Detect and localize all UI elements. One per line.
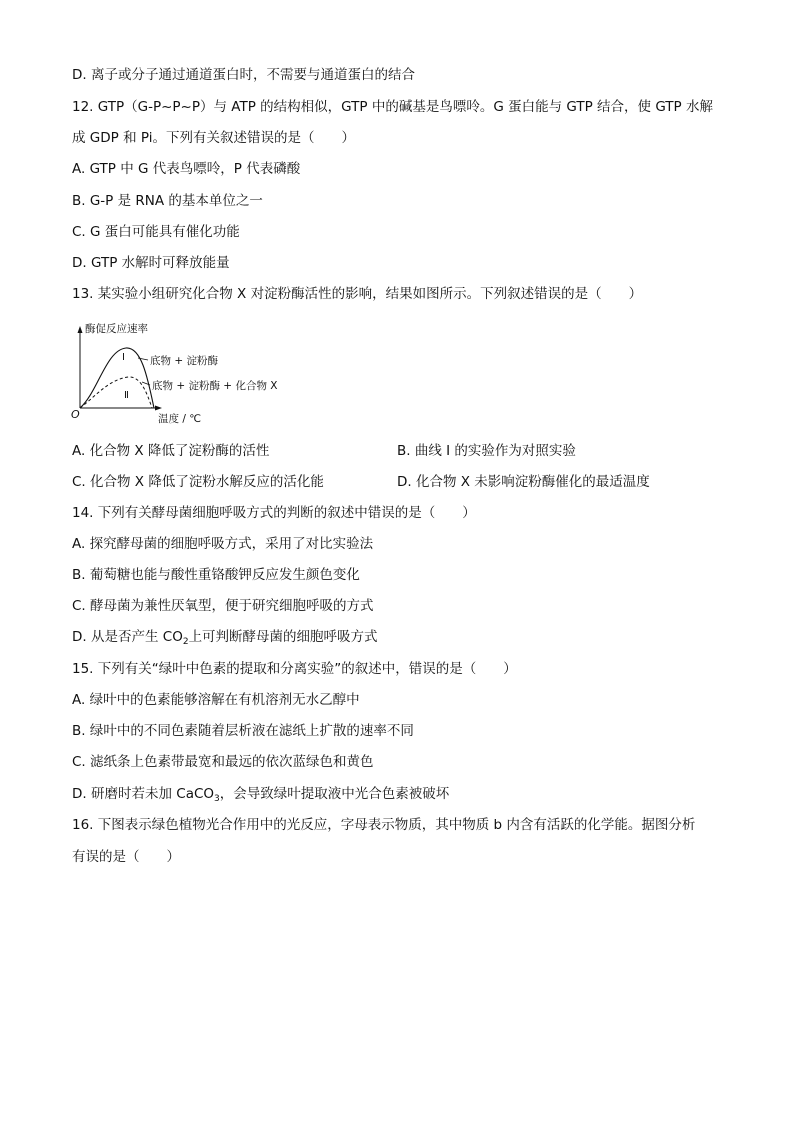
curve-1-label: 底物 + 淀粉酶 bbox=[150, 355, 218, 367]
q12-option-a: A. GTP 中 G 代表鸟嘌呤，P 代表磷酸 bbox=[72, 161, 301, 177]
q16-stem-line1: 16. 下图表示绿色植物光合作用中的光反应，字母表示物质，其中物质 b 内含有活跃的化学能。据图分析 bbox=[72, 817, 696, 833]
origin-label: O bbox=[71, 408, 80, 421]
q15-option-d-pre: D. 研磨时若未加 CaCO bbox=[72, 786, 215, 802]
q14-option-a: A. 探究酵母菌的细胞呼吸方式，采用了对比实验法 bbox=[72, 536, 374, 552]
q13-stem: 13. 某实验小组研究化合物 X 对淀粉酶活性的影响，结果如图所示。下列叙述错误的是（ ） bbox=[72, 286, 643, 302]
q14-option-d bbox=[72, 628, 378, 651]
q16-stem-line2: 有误的是（ ） bbox=[72, 849, 180, 865]
q14-option-b: B. 葡萄糖也能与酸性重铬酸钾反应发生颜色变化 bbox=[72, 567, 360, 583]
q13-option-a: A. 化合物 X 降低了淀粉酶的活性 bbox=[72, 443, 270, 459]
y-axis-label: 酶促反应速率 bbox=[85, 323, 148, 335]
q15-option-d bbox=[72, 785, 449, 808]
curve-2 bbox=[80, 377, 152, 408]
q12-option-d: D. GTP 水解时可释放能量 bbox=[72, 255, 230, 271]
curve-2-mark: Ⅱ bbox=[124, 390, 129, 401]
q15-option-b: B. 绿叶中的不同色素随着层析液在滤纸上扩散的速率不同 bbox=[72, 723, 414, 739]
q15-option-c: C. 滤纸条上色素带最宽和最远的依次蓝绿色和黄色 bbox=[72, 754, 374, 770]
q11-option-d: D. 离子或分子通过通道蛋白时，不需要与通道蛋白的结合 bbox=[72, 67, 415, 83]
y-axis-arrow-icon bbox=[78, 326, 83, 333]
q14-option-c: C. 酵母菌为兼性厌氧型，便于研究细胞呼吸的方式 bbox=[72, 598, 374, 614]
q15-option-d-sub: 3 bbox=[214, 794, 220, 804]
q12-option-c: C. G 蛋白可能具有催化功能 bbox=[72, 224, 240, 240]
q15-stem: 15. 下列有关“绿叶中色素的提取和分离实验”的叙述中，错误的是（ ） bbox=[72, 661, 517, 677]
q12-stem-line2: 成 GDP 和 Pi。下列有关叙述错误的是（ ） bbox=[72, 130, 355, 146]
q15-option-a: A. 绿叶中的色素能够溶解在有机溶剂无水乙醇中 bbox=[72, 692, 360, 708]
q14-option-d-pre: D. 从是否产生 CO bbox=[72, 629, 183, 645]
q12-stem-line1: 12. GTP（G-P~P~P）与 ATP 的结构相似，GTP 中的碱基是鸟嘌呤。G 蛋白能与 GTP 结合，使 GTP 水解 bbox=[72, 99, 713, 115]
curve-1-mark: Ⅰ bbox=[122, 352, 125, 363]
enzyme-rate-graph bbox=[68, 320, 298, 430]
curve-1 bbox=[80, 348, 154, 408]
q13-option-b: B. 曲线 Ⅰ 的实验作为对照实验 bbox=[397, 443, 576, 459]
q13-option-c: C. 化合物 X 降低了淀粉水解反应的活化能 bbox=[72, 474, 324, 490]
curve-1-leader bbox=[138, 358, 148, 360]
q12-option-b: B. G-P 是 RNA 的基本单位之一 bbox=[72, 193, 263, 209]
q13-option-d: D. 化合物 X 未影响淀粉酶催化的最适温度 bbox=[397, 474, 650, 490]
q14-stem: 14. 下列有关酵母菌细胞呼吸方式的判断的叙述中错误的是（ ） bbox=[72, 505, 476, 521]
q14-option-d-sub: 2 bbox=[182, 637, 189, 647]
curve-2-label: 底物 + 淀粉酶 + 化合物 X bbox=[152, 380, 278, 392]
q15-option-d-post: ，会导致绿叶提取液中光合色素被破坏 bbox=[219, 786, 450, 802]
q14-option-d-post: 上可判断酵母菌的细胞呼吸方式 bbox=[188, 629, 378, 645]
x-axis-arrow-icon bbox=[155, 406, 162, 411]
x-axis-label: 温度 / ℃ bbox=[158, 413, 202, 425]
